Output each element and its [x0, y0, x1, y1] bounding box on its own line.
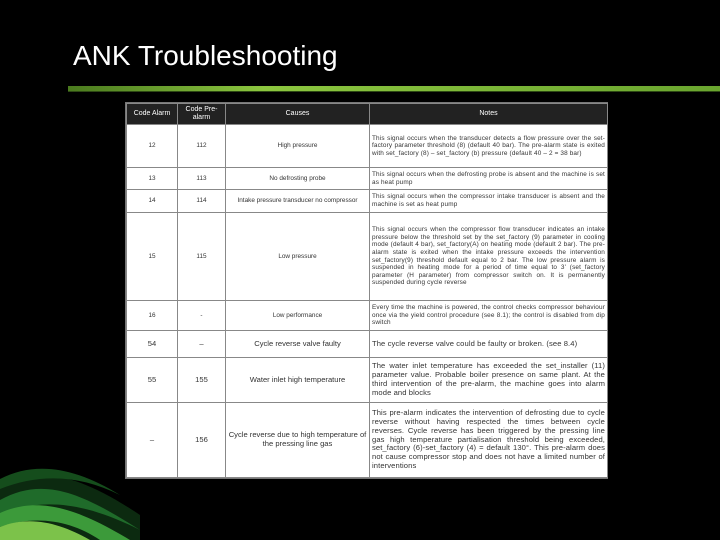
cell-notes: This signal occurs when the compressor intake transducer is absent and the machine is set as heat pump: [370, 190, 608, 213]
cell-code-alarm: 13: [127, 168, 178, 190]
table-row: [127, 301, 608, 331]
cell-cause: Cycle reverse valve faulty: [226, 331, 370, 358]
cell-notes: This signal occurs when the compressor flow transducer indicates an intake pressure below the threshold set by the set_factory (9) parameter in cooling mode (default 4 bar), set_factory(A) on heating mode (default 2 bar). The pre-alarm state is exited when the intake pressure exceeds the intervention set_factory(9) threshold default equal to 2 bar. The low pressure alarm is suspended in heating mode for a period of time equal to 3' (set_factory parameter (H parameter) from compressor switch on. It is permanently suspended during cycle reverse: [370, 213, 608, 301]
table-row: [127, 331, 608, 358]
header-code-prealarm: Code Pre-alarm: [178, 104, 226, 125]
cell-code-prealarm: 112: [178, 125, 226, 168]
header-code-alarm: Code Alarm: [127, 104, 178, 125]
cell-code-prealarm: 113: [178, 168, 226, 190]
header-notes: Notes: [370, 104, 608, 125]
cell-code-prealarm: -: [178, 301, 226, 331]
table-row: [127, 213, 608, 301]
cell-notes: This signal occurs when the defrosting probe is absent and the machine is set as heat pump: [370, 168, 608, 190]
cell-notes: This pre-alarm indicates the intervention of defrosting due to cycle reverse without having respected the times between cycle reverses. Cycle reverse has been triggered by the pressing line gas high temperature partialisation threshold being exceeded, set_factory (6)-set_factory (4) = default 130°. This pre-alarm does not cause compressor stop and does not have a limited number of interventions: [370, 403, 608, 478]
troubleshooting-table: [125, 102, 608, 479]
cell-cause: Low performance: [226, 301, 370, 331]
title-underline-shadow: [68, 91, 720, 92]
cell-code-alarm: 54: [127, 331, 178, 358]
header-causes: Causes: [226, 104, 370, 125]
cell-cause: No defrosting probe: [226, 168, 370, 190]
cell-code-prealarm: 115: [178, 213, 226, 301]
cell-notes: The cycle reverse valve could be faulty or broken. (see 8.4): [370, 331, 608, 358]
cell-code-prealarm: 156: [178, 403, 226, 478]
cell-cause: Intake pressure transducer no compressor: [226, 190, 370, 213]
table-row: [127, 403, 608, 478]
cell-code-prealarm: 114: [178, 190, 226, 213]
cell-code-alarm: 55: [127, 358, 178, 403]
table-row: [127, 168, 608, 190]
cell-cause: Low pressure: [226, 213, 370, 301]
cell-code-alarm: –: [127, 403, 178, 478]
alarm-table: [126, 103, 608, 478]
table-row: [127, 125, 608, 168]
cell-cause: High pressure: [226, 125, 370, 168]
cell-cause: Cycle reverse due to high temperature of the pressing line gas: [226, 403, 370, 478]
cell-notes: The water inlet temperature has exceeded the set_installer (11) parameter value. Probable boiler presence on same plant. At the third intervention of the pre-alarm, the machine goes into alarm mode and blocks: [370, 358, 608, 403]
table-row: [127, 358, 608, 403]
cell-cause: Water inlet high temperature: [226, 358, 370, 403]
slide-title: ANK Troubleshooting: [73, 40, 338, 71]
table-row: [127, 190, 608, 213]
cell-code-alarm: 16: [127, 301, 178, 331]
cell-code-prealarm: 155: [178, 358, 226, 403]
cell-code-prealarm: –: [178, 331, 226, 358]
cell-notes: Every time the machine is powered, the control checks compressor behaviour once via the yield control procedure (see 8.1); the control is disabled from dip switch: [370, 301, 608, 331]
cell-code-alarm: 12: [127, 125, 178, 168]
cell-code-alarm: 15: [127, 213, 178, 301]
cell-notes: This signal occurs when the transducer detects a flow pressure over the set-factory parameter threshold (8) (default 40 bar). The pre-alarm state is exited with set_factory (8) – set_factory (b) pressure (default 40 – 2 = 38 bar): [370, 125, 608, 168]
green-swoosh-decoration: [0, 455, 140, 540]
table-header-row: [127, 104, 608, 125]
cell-code-alarm: 14: [127, 190, 178, 213]
